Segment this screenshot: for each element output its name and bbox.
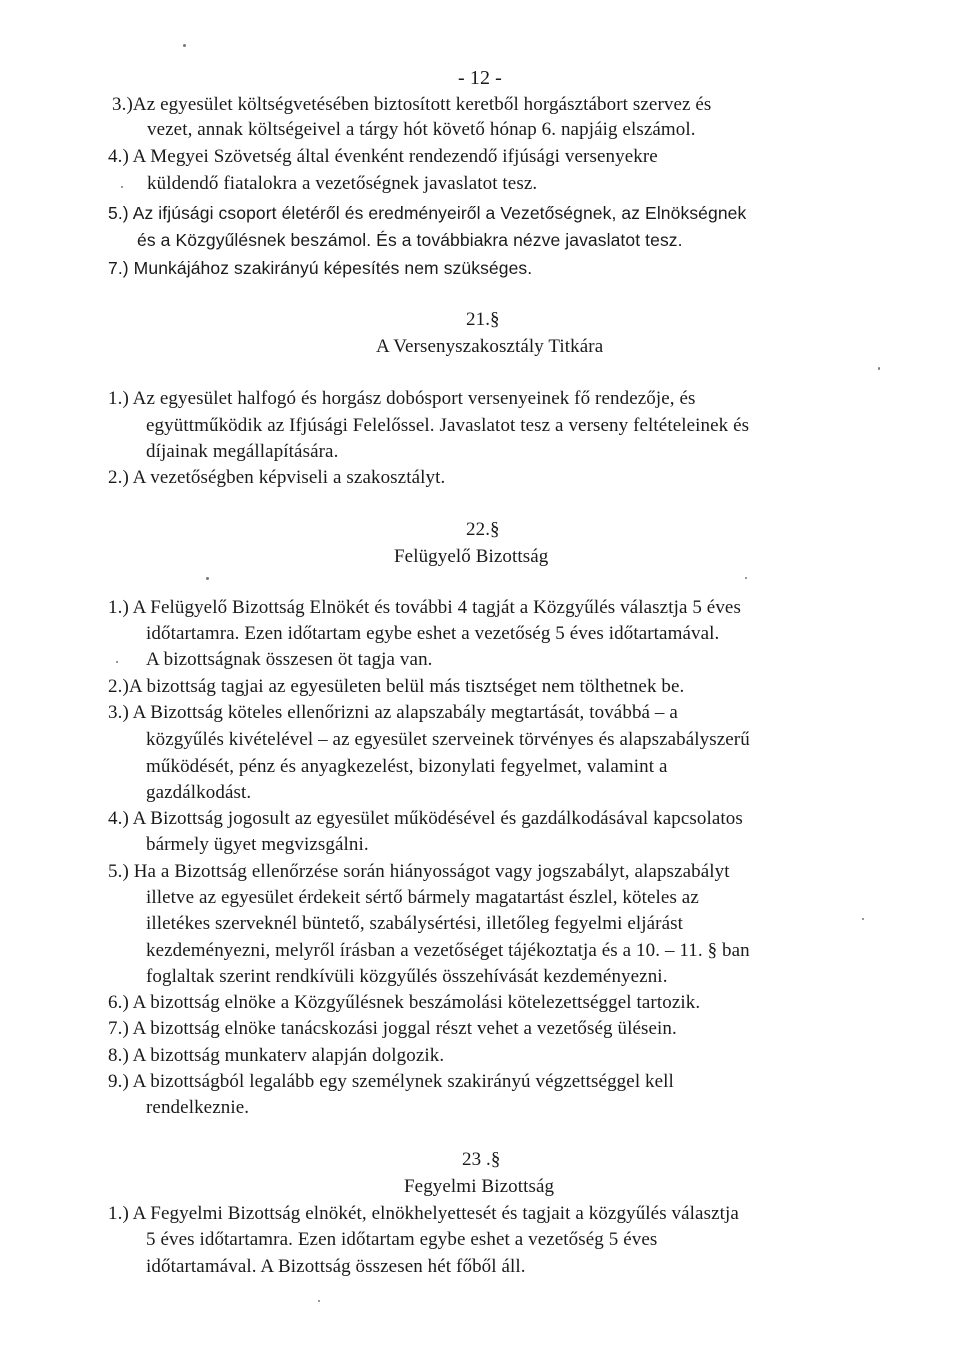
section-title: Felügyelő Bizottság	[394, 546, 549, 567]
paragraph-line: illetve az egyesület érdekeit sértő bármely magatartást észlel, köteles az	[146, 887, 699, 908]
paragraph-line: 4.) A Megyei Szövetség által évenként rendezendő ifjúsági versenyekre	[108, 146, 658, 167]
paragraph-line: 4.) A Bizottság jogosult az egyesület működésével és gazdálkodásával kapcsolatos	[108, 808, 743, 829]
paragraph-line: 1.) Az egyesület halfogó és horgász dobósport versenyeinek fő rendezője, és	[108, 388, 696, 409]
paragraph-line: 7.) Munkájához szakirányú képesítés nem szükséges.	[108, 258, 533, 278]
section-title: A Versenyszakosztály Titkára	[376, 336, 604, 357]
paragraph-line: illetékes szerveknél büntető, szabálysértési, illetőleg fegyelmi eljárást	[146, 913, 683, 934]
paragraph-line: időtartamra. Ezen időtartam egybe eshet a vezetőség 5 éves időtartamával.	[146, 623, 720, 644]
section-number: 23 .§	[462, 1149, 501, 1170]
paragraph-line: közgyűlés kivételével – az egyesület szerveinek törvényes és alapszabályszerű	[146, 729, 750, 750]
paragraph-line: 2.)A bizottság tagjai az egyesületen belül más tisztséget nem tölthetnek be.	[108, 676, 685, 697]
scan-speck	[121, 186, 123, 188]
scan-speck	[206, 577, 209, 580]
paragraph-line: 5.) Ha a Bizottság ellenőrzése során hiányosságot vagy jogszabályt, alapszabályt	[108, 861, 730, 882]
paragraph-line: rendelkeznie.	[146, 1097, 250, 1118]
section-number: 22.§	[466, 519, 500, 540]
scan-speck	[318, 1300, 320, 1302]
paragraph-line: vezet, annak költségeivel a tárgy hót követő hónap 6. napjáig elszámol.	[147, 119, 696, 140]
page-number: - 12 -	[458, 67, 502, 89]
paragraph-line: 6.) A bizottság elnöke a Közgyűlésnek beszámolási kötelezettséggel tartozik.	[108, 992, 701, 1013]
paragraph-line: 5.) Az ifjúsági csoport életéről és eredményeiről a Vezetőségnek, az Elnökségnek	[108, 203, 747, 223]
scan-speck	[116, 661, 118, 663]
paragraph-line: 7.) A bizottság elnöke tanácskozási joggal részt vehet a vezetőség ülésein.	[108, 1018, 677, 1039]
paragraph-line: 8.) A bizottság munkaterv alapján dolgozik.	[108, 1045, 445, 1066]
paragraph-line: 1.) A Fegyelmi Bizottság elnökét, elnökhelyettesét és tagjait a közgyűlés választja	[108, 1203, 739, 1224]
paragraph-line: bármely ügyet megvizsgálni.	[146, 834, 369, 855]
paragraph-line: küldendő fiatalokra a vezetőségnek javaslatot tesz.	[147, 173, 538, 194]
paragraph-line: kezdeményezni, melyről írásban a vezetőséget tájékoztatja és a 10. – 11. § ban	[146, 940, 750, 961]
paragraph-line: 3.) A Bizottság köteles ellenőrizni az alapszabály megtartását, továbbá – a	[108, 702, 678, 723]
scan-speck	[183, 44, 186, 47]
paragraph-line: díjainak megállapítására.	[146, 441, 339, 462]
section-title: Fegyelmi Bizottság	[404, 1176, 555, 1197]
paragraph-line: gazdálkodást.	[146, 782, 252, 803]
section-number: 21.§	[466, 309, 500, 330]
scan-speck	[745, 577, 747, 579]
scan-speck	[878, 367, 880, 370]
paragraph-line: 3.)Az egyesület költségvetésében biztosított keretből horgásztábort szervez és	[112, 94, 712, 115]
scan-speck	[862, 918, 864, 920]
paragraph-line: együttműködik az Ifjúsági Felelőssel. Javaslatot tesz a verseny feltételeinek és	[146, 415, 750, 436]
paragraph-line: 2.) A vezetőségben képviseli a szakosztályt.	[108, 467, 446, 488]
paragraph-line: működését, pénz és anyagkezelést, bizonylati fegyelmet, valamint a	[146, 756, 668, 777]
paragraph-line: és a Közgyűlésnek beszámol. És a továbbiakra nézve javaslatot tesz.	[137, 230, 683, 250]
paragraph-line: A bizottságnak összesen öt tagja van.	[146, 649, 433, 670]
paragraph-line: időtartamával. A Bizottság összesen hét főből áll.	[146, 1256, 526, 1277]
paragraph-line: 1.) A Felügyelő Bizottság Elnökét és további 4 tagját a Közgyűlés választja 5 éves	[108, 597, 741, 618]
paragraph-line: foglaltak szerint rendkívüli közgyűlés összehívását kezdeményezni.	[146, 966, 668, 987]
paragraph-line: 5 éves időtartamra. Ezen időtartam egybe eshet a vezetőség 5 éves	[146, 1229, 658, 1250]
paragraph-line: 9.) A bizottságból legalább egy személynek szakirányú végzettséggel kell	[108, 1071, 674, 1092]
